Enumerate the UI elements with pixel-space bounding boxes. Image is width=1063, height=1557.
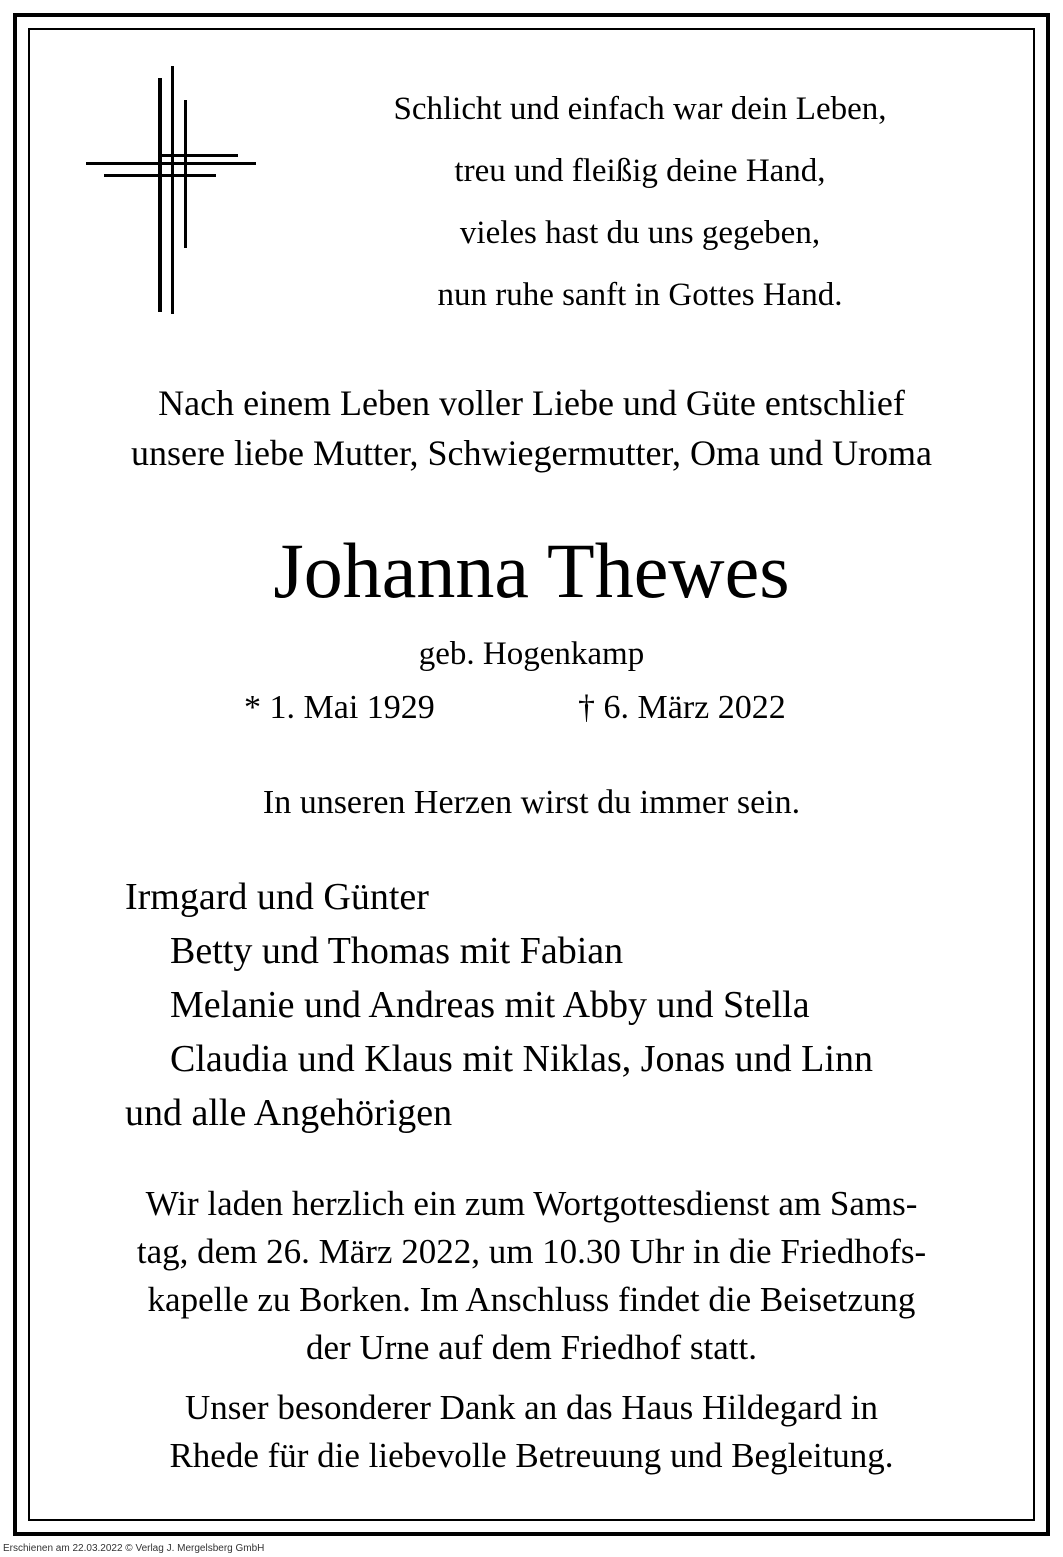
poem-line: treu und fleißig deine Hand, xyxy=(454,153,826,189)
life-dates xyxy=(40,685,1023,731)
mourner-head: Irmgard und Günter xyxy=(125,876,429,918)
mourners-list xyxy=(125,870,1005,1140)
publication-footer: Erschienen am 22.03.2022 © Verlag J. Mergelsberg GmbH xyxy=(3,1543,265,1554)
birth-name: geb. Hogenkamp xyxy=(418,636,645,672)
service-line: tag, dem 26. März 2022, um 10.30 Uhr in die Friedhofs- xyxy=(136,1232,927,1271)
service-line: Wir laden herzlich ein zum Wortgottesdienst am Sams- xyxy=(145,1184,918,1223)
deceased-name: Johanna Thewes xyxy=(273,527,790,614)
intro-text xyxy=(40,378,1023,478)
mourner-closing: und alle Angehörigen xyxy=(125,1092,453,1134)
motto: In unseren Herzen wirst du immer sein. xyxy=(262,784,801,821)
mourner-family: Claudia und Klaus mit Niklas, Jonas und Linn xyxy=(170,1038,873,1080)
intro-line: unsere liebe Mutter, Schwiegermutter, Oma und Uroma xyxy=(131,433,932,473)
thanks-note xyxy=(40,1384,1023,1480)
death-date: † 6. März 2022 xyxy=(578,689,786,726)
mourner-family: Melanie und Andreas mit Abby und Stella xyxy=(170,984,810,1026)
poem-line: vieles hast du uns gegeben, xyxy=(459,215,821,251)
birth-date: * 1. Mai 1929 xyxy=(244,689,435,726)
cross-icon xyxy=(86,66,258,314)
service-line: kapelle zu Borken. Im Anschluss findet die Beisetzung xyxy=(147,1280,916,1319)
poem-line: nun ruhe sanft in Gottes Hand. xyxy=(437,277,843,313)
poem-line: Schlicht und einfach war dein Leben, xyxy=(393,91,887,127)
service-line: der Urne auf dem Friedhof statt. xyxy=(306,1328,757,1367)
mourner-family: Betty und Thomas mit Fabian xyxy=(170,930,624,972)
thanks-line: Unser besonderer Dank an das Haus Hildegard in xyxy=(185,1388,878,1427)
poem xyxy=(320,78,960,326)
intro-line: Nach einem Leben voller Liebe und Güte entschlief xyxy=(158,383,905,423)
thanks-line: Rhede für die liebevolle Betreuung und Begleitung. xyxy=(169,1436,894,1475)
service-announcement xyxy=(40,1180,1023,1372)
